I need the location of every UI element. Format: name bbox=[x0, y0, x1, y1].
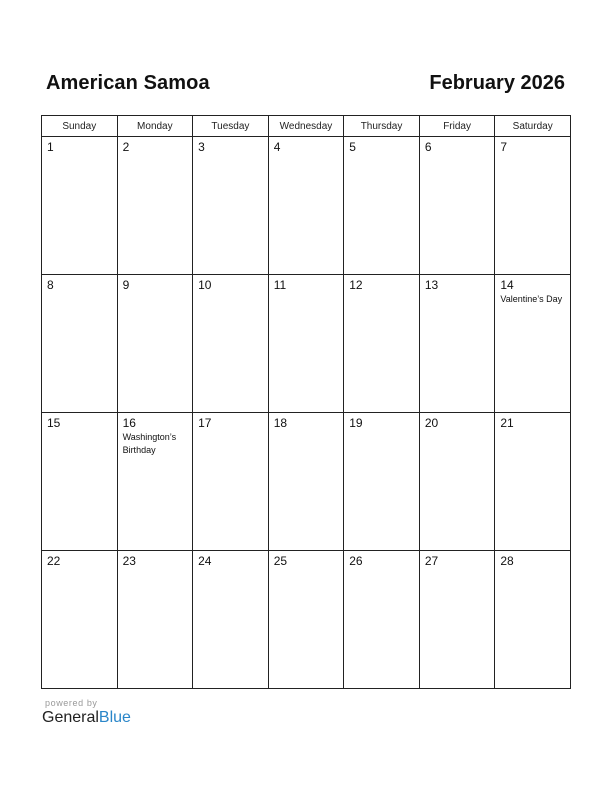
week-row bbox=[42, 137, 571, 275]
calendar-region-title: American Samoa bbox=[46, 72, 210, 94]
day-cell bbox=[419, 413, 495, 551]
day-number: 7 bbox=[500, 140, 508, 154]
day-number: 16 bbox=[122, 416, 136, 430]
holiday-label: Valentine’s Day bbox=[500, 294, 563, 304]
day-number: 3 bbox=[198, 140, 205, 154]
day-cell bbox=[117, 275, 193, 413]
day-cell bbox=[419, 137, 495, 275]
day-number: 14 bbox=[500, 278, 514, 292]
weekday-header: Thursday bbox=[344, 116, 420, 137]
day-cell bbox=[419, 275, 495, 413]
day-number: 18 bbox=[273, 416, 288, 430]
day-cell bbox=[268, 137, 344, 275]
day-number: 13 bbox=[424, 278, 439, 292]
day-cell bbox=[117, 137, 193, 275]
week-row bbox=[42, 413, 571, 551]
day-number: 22 bbox=[47, 554, 61, 568]
weekday-header-row bbox=[42, 116, 571, 137]
day-number: 12 bbox=[349, 278, 363, 292]
day-cell bbox=[42, 275, 118, 413]
week-row bbox=[42, 551, 571, 689]
day-cell bbox=[495, 551, 571, 689]
day-cell bbox=[344, 413, 420, 551]
day-number: 26 bbox=[349, 554, 363, 568]
day-number: 24 bbox=[198, 554, 212, 568]
day-number: 19 bbox=[349, 416, 363, 430]
day-number: 21 bbox=[500, 416, 514, 430]
weekday-header: Sunday bbox=[42, 116, 118, 137]
powered-by-label: powered by bbox=[45, 698, 98, 708]
footer-branding bbox=[42, 698, 131, 727]
day-cell bbox=[42, 551, 118, 689]
day-cell bbox=[268, 275, 344, 413]
week-row bbox=[42, 275, 571, 413]
day-number: 23 bbox=[122, 554, 136, 568]
day-cell bbox=[193, 137, 269, 275]
calendar-grid bbox=[41, 115, 571, 689]
calendar-month-title: February 2026 bbox=[429, 72, 565, 94]
day-cell bbox=[193, 275, 269, 413]
weekday-header: Tuesday bbox=[193, 116, 269, 137]
day-number: 20 bbox=[424, 416, 439, 430]
day-cell bbox=[117, 551, 193, 689]
day-cell bbox=[344, 551, 420, 689]
day-number: 11 bbox=[273, 278, 287, 292]
day-number: 2 bbox=[122, 140, 130, 154]
day-number: 27 bbox=[424, 554, 439, 568]
weekday-header: Wednesday bbox=[268, 116, 344, 137]
day-number: 4 bbox=[273, 140, 281, 154]
brand-name-general: General bbox=[42, 709, 99, 726]
day-number: 15 bbox=[47, 416, 61, 430]
day-number: 5 bbox=[349, 140, 356, 154]
day-cell bbox=[268, 551, 344, 689]
brand-name-blue: Blue bbox=[98, 709, 131, 726]
day-number: 8 bbox=[47, 278, 54, 292]
day-number: 10 bbox=[198, 278, 212, 292]
day-cell bbox=[42, 137, 118, 275]
day-cell bbox=[268, 413, 344, 551]
day-cell bbox=[495, 137, 571, 275]
brand-logo[interactable] bbox=[42, 709, 131, 727]
day-number: 6 bbox=[424, 140, 432, 154]
day-number: 28 bbox=[500, 554, 514, 568]
day-cell bbox=[117, 413, 193, 551]
day-cell bbox=[495, 275, 571, 413]
day-cell bbox=[42, 413, 118, 551]
day-cell bbox=[419, 551, 495, 689]
day-number: 17 bbox=[198, 416, 212, 430]
day-number: 1 bbox=[47, 140, 54, 154]
day-number: 25 bbox=[273, 554, 288, 568]
weekday-header: Friday bbox=[419, 116, 495, 137]
day-cell bbox=[344, 275, 420, 413]
day-cell bbox=[495, 413, 571, 551]
day-number: 9 bbox=[122, 278, 130, 292]
weekday-header: Monday bbox=[117, 116, 193, 137]
holiday-label: Washington’s Birthday bbox=[122, 432, 177, 455]
day-cell bbox=[193, 413, 269, 551]
weekday-header: Saturday bbox=[495, 116, 571, 137]
day-cell bbox=[193, 551, 269, 689]
day-cell bbox=[344, 137, 420, 275]
